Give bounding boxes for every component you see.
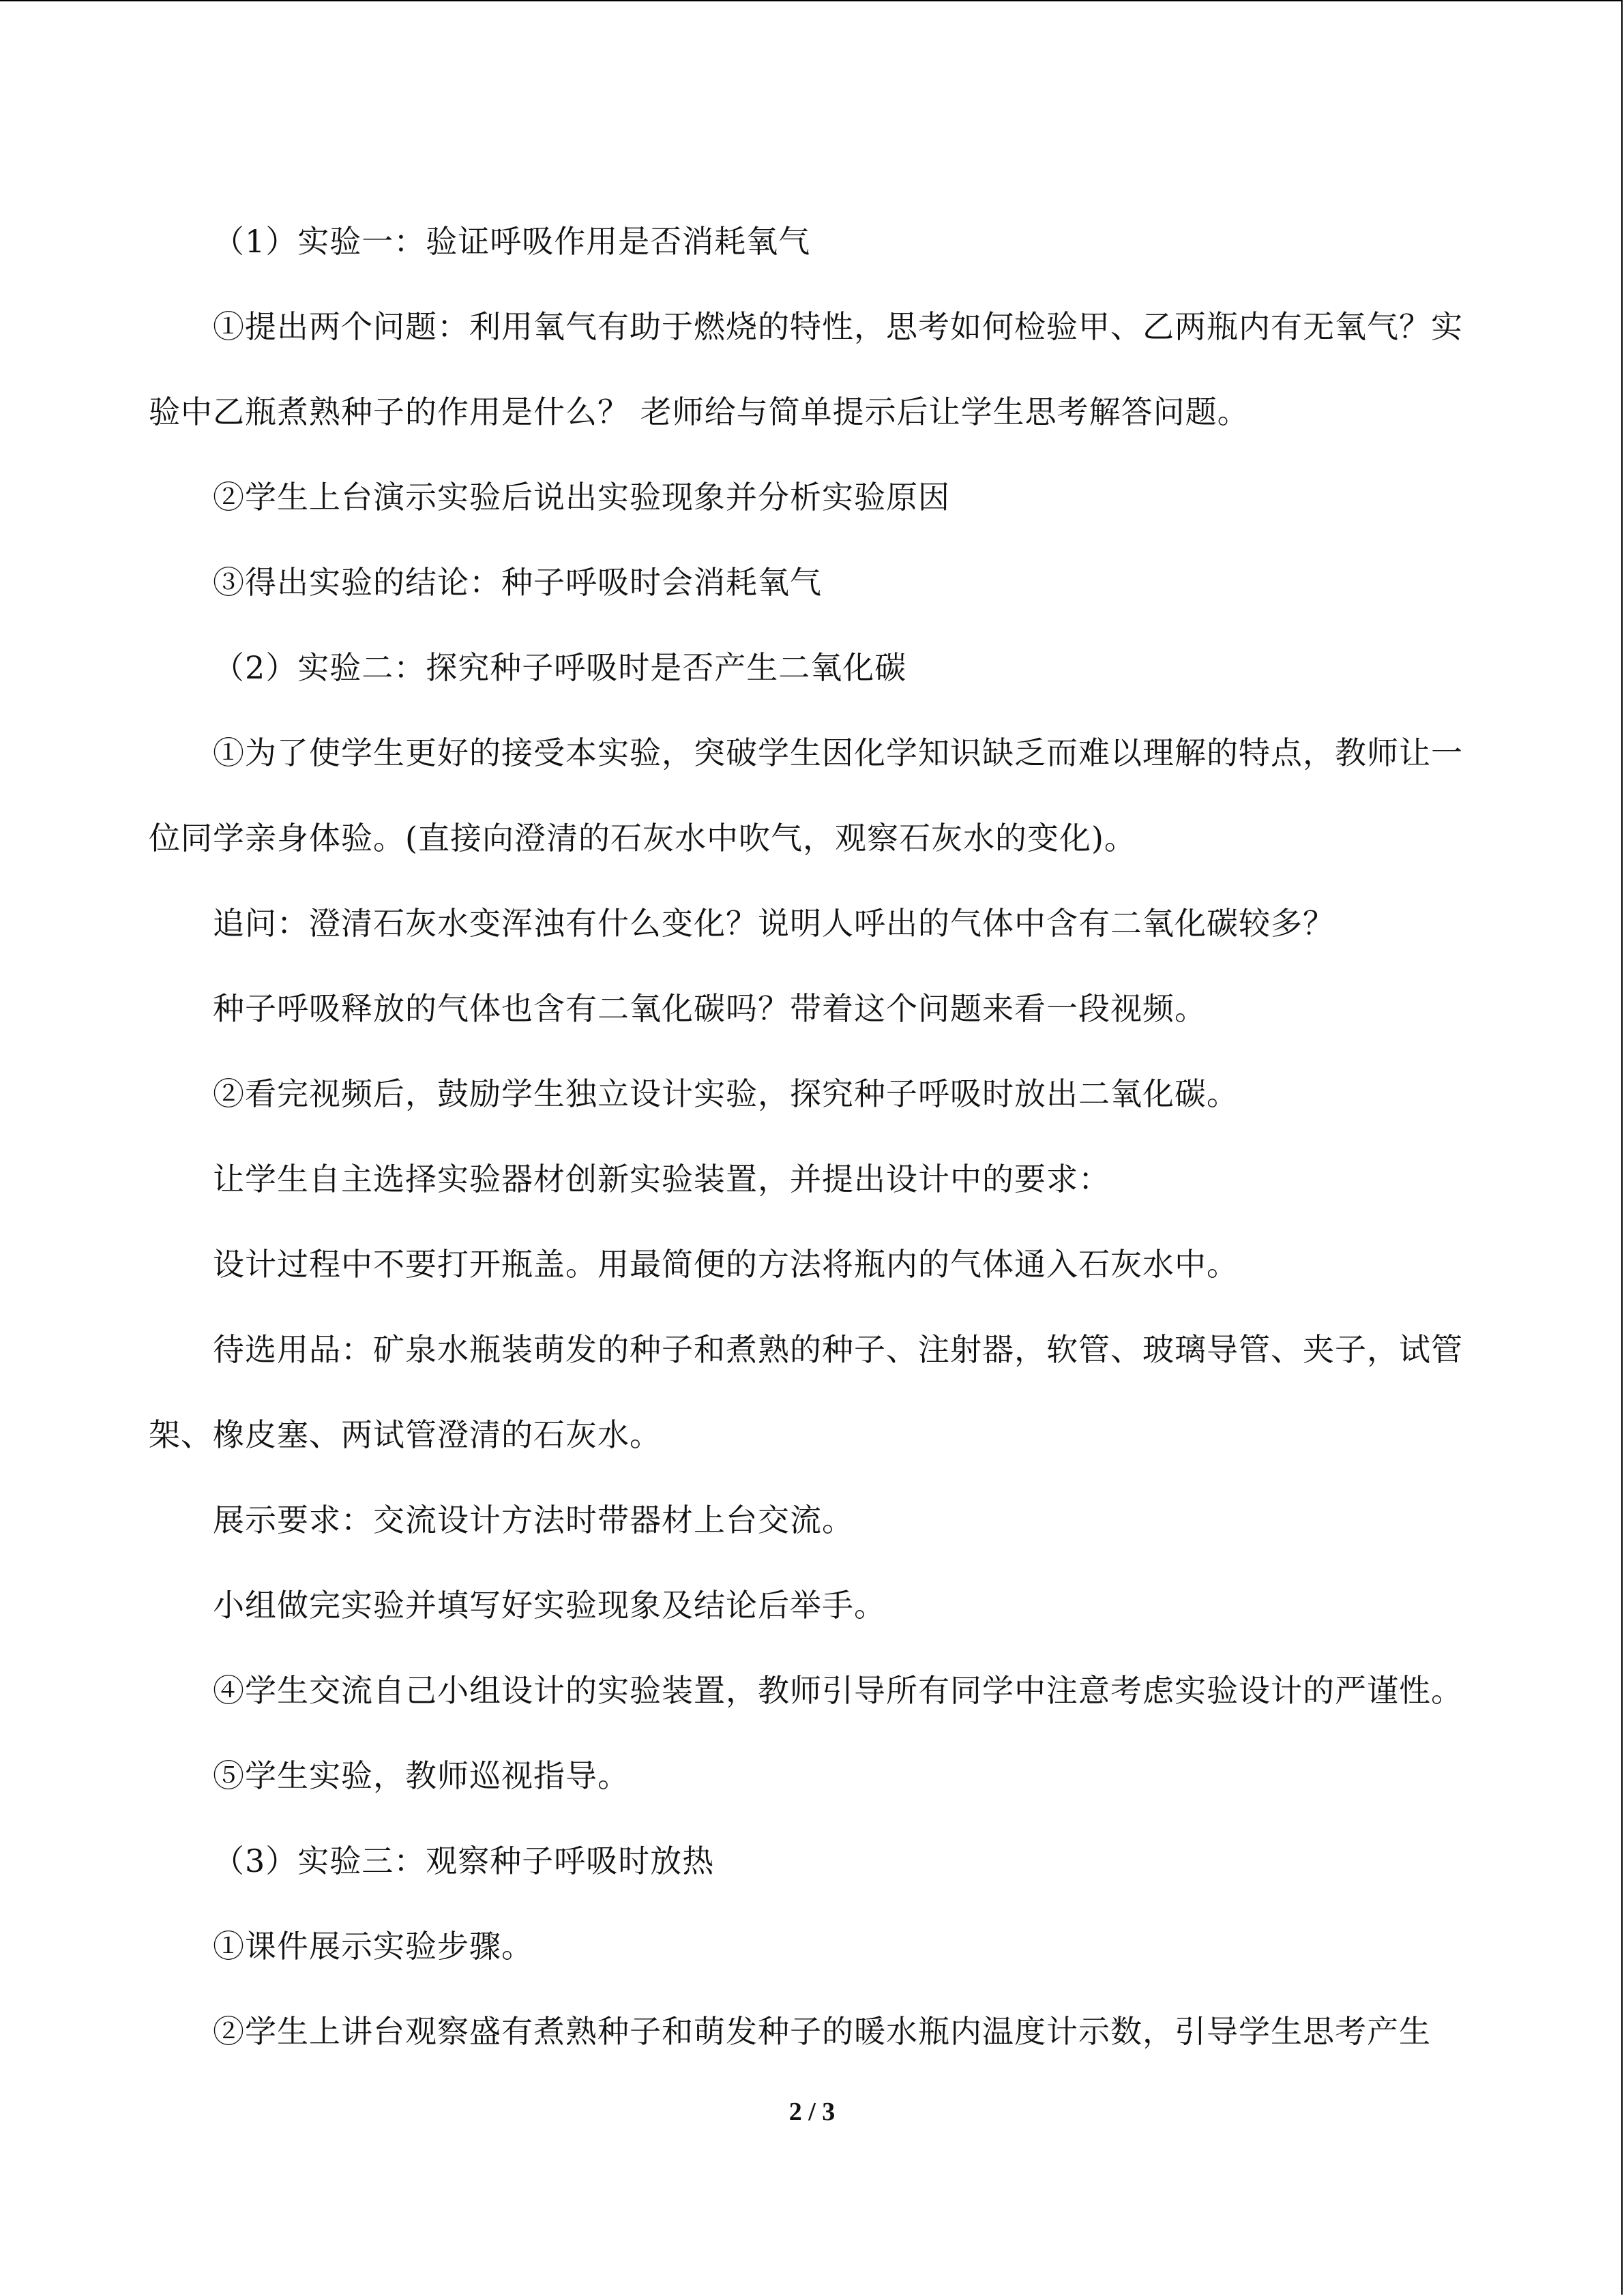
paragraph-choose-equipment: 让学生自主选择实验器材创新实验装置，并提出设计中的要求： <box>213 1161 1110 1197</box>
paragraph-step-4-exchange: ④学生交流自己小组设计的实验装置，教师引导所有同学中注意考虑实验设计的严谨性。 <box>213 1672 1463 1709</box>
paragraph-materials-list: 待选用品：矿泉水瓶装萌发的种子和煮熟的种子、注射器，软管、玻璃导管、夹子，试管架、橡皮塞、两试管澄清的石灰水。 <box>149 1331 1463 1453</box>
paragraph-follow-up-question: 追问：澄清石灰水变浑浊有什么变化？说明人呼出的气体中含有二氧化碳较多？ <box>213 905 1335 942</box>
paragraph-step-3-conclusion: ③得出实验的结论：种子呼吸时会消耗氧气 <box>213 564 822 601</box>
page-number: 2 / 3 <box>788 2098 836 2126</box>
document-body <box>149 199 1465 2074</box>
section-heading-experiment-2: （2）实验二：探究种子呼吸时是否产生二氧化碳 <box>213 649 907 686</box>
section-heading-experiment-3: （3）实验三：观察种子呼吸时放热 <box>213 1843 715 1879</box>
paragraph-experience: ①为了使学生更好的接受本实验，突破学生因化学知识缺乏而难以理解的特点，教师让一位同学亲身体验。(直接向澄清的石灰水中吹气，观察石灰水的变化)。 <box>149 734 1463 856</box>
paragraph-design-requirement: 设计过程中不要打开瓶盖。用最简便的方法将瓶内的气体通入石灰水中。 <box>213 1246 1239 1283</box>
paragraph-design-experiment: ②看完视频后，鼓励学生独立设计实验，探究种子呼吸时放出二氧化碳。 <box>213 1075 1239 1112</box>
paragraph-video-intro: 种子呼吸释放的气体也含有二氧化碳吗？带着这个问题来看一段视频。 <box>213 990 1207 1027</box>
section-heading-experiment-1: （1）实验一：验证呼吸作用是否消耗氧气 <box>213 223 811 260</box>
paragraph-step-5-practice: ⑤学生实验，教师巡视指导。 <box>213 1757 630 1794</box>
paragraph-group-finish: 小组做完实验并填写好实验现象及结论后举手。 <box>213 1587 886 1624</box>
paragraph-step-1-questions: ①提出两个问题：利用氧气有助于燃烧的特性，思考如何检验甲、乙两瓶内有无氧气？实验中乙瓶煮熟种子的作用是什么？ 老师给与简单提示后让学生思考解答问题。 <box>149 308 1463 430</box>
paragraph-display-requirement: 展示要求：交流设计方法时带器材上台交流。 <box>213 1502 854 1538</box>
paragraph-step-2-observe: ②学生上讲台观察盛有煮熟种子和萌发种子的暖水瓶内温度计示数，引导学生思考产生 <box>213 2013 1431 2050</box>
paragraph-step-2-demo: ②学生上台演示实验后说出实验现象并分析实验原因 <box>213 479 950 516</box>
paragraph-step-1-courseware: ①课件展示实验步骤。 <box>213 1928 533 1965</box>
